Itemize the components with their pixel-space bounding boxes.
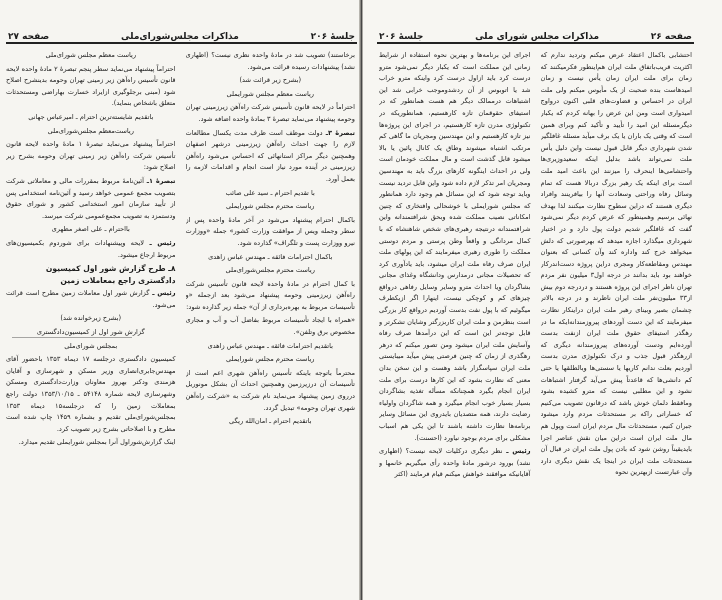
left-page-column-left xyxy=(6,50,176,590)
paragraph-text: باکمال احترامات فائقه ـ مهندس عباس زاهدی xyxy=(208,252,333,261)
centered-heading xyxy=(186,89,356,101)
centered-heading xyxy=(6,50,176,62)
paragraph-text: اینک گزارش‌شوراول آنرا بمجلس شورایملی تقدیم میدارد. xyxy=(18,438,176,447)
paragraph-text: بااحترام ـ علی اصغر مظهری xyxy=(51,225,130,234)
header-rule xyxy=(377,42,694,44)
paragraph xyxy=(186,279,356,314)
speaker-label: رئیس ـ xyxy=(502,447,531,456)
left-page-column-right xyxy=(186,50,356,590)
paragraph xyxy=(186,102,356,125)
paragraph-text: محترماً باتوجه باینکه تأسیس راه‌آهن شهری اعم است از تأسیسات آن درزیرزمین وهمچنین احداث آن بشکل مونوریل درروی زمین پیشنهاد می‌نماید نام شرکت به «شرکت راه‌آهن شهری تهران وحومه» تبدیل گردد. xyxy=(185,368,355,412)
page-number: صفحه ۲۶ xyxy=(650,32,692,42)
paragraph-text: (بشرح زیر قرائت شد) xyxy=(239,76,302,85)
signature-line xyxy=(6,112,176,124)
paragraph-text: نظر دیگری درکلیات لایحه نیست؟ (اظهاری نشد) بورود درشور مادهٔ واحده رأی میگیریم خانمها و آقایانیکه موافقند خواهش میکنم قیام فرمایند (اکثر xyxy=(379,447,531,479)
paragraph-text: بمجلس شورای‌ملی xyxy=(64,341,118,350)
right-page-header xyxy=(379,26,692,42)
right-page-column-left xyxy=(379,50,531,590)
speaker-label: رئیس ـ xyxy=(149,289,176,298)
signature-line xyxy=(186,416,356,428)
paragraph-text: گزارش شور اول از کمیسیون‌دادگستری xyxy=(36,328,145,337)
signature-line xyxy=(186,341,356,353)
session-label: جلسهٔ ۲۰۶ xyxy=(310,32,355,42)
paragraph-text: برخاستند) تصویب شد در مادهٔ واحده نظری نیست؟ (اظهاری نشد) پیشنهادات رسیده قرائت می‌شود. xyxy=(185,51,355,71)
paragraph-text: احتشابی باکمال اعتقاد عرض میکنم وتردید ندارم که اکثریت قریب‌باتفاق ملت ایران هم‌اینطور فکرمیکنند که زمان برای ملت ایران زمان یأس نیست و زمان امیدهاست بنده صحبت از یک مأیوس میکنم ولی ملت ایران در احساس و قضاوت‌های قلبی اکنون درواوج امیدواری است ومن این عرض را بهانه کردم که یکبار دیگرمسئله این امید را تأیید و تأکید کنم وبرای همین است که وقتی یک باران یا یک برف میآید مسئله غافلگیر شدن شهرداری دیگر قابل قبول نیست واین دلیل یأس ملت نمی‌تواند باشد بدلیل اینکه سعیدوزیری‌ها واحتشامی‌ها اینحرف را میزنند این باعث امید ملت است برای اینکه یک رهبر بزرگ دربالا هست که تمام وسائل رفاه وراحتی وسعادت آنها را بیافرینند وافراد دیگری هستند که دراین سطوح نظارت میکنند لذا بهدف نهائی برسیم وهمینطور که عرض کردم دیگر نمی‌شود گفت که غافلگیر شدیم دولت پول دارد و در اختیار شهرداری میگذارد اجازه میدهد که بهرصورتی که دلش میخواهد خرج کند واداره کند وآن کسانی که بعنوان مهندس ومقاطعه‌کار ومجری دراین پروژه دست‌اندرکار خواهند بود باید بدانند در درجه اول۳ میلیون نفر مردم تهران ناظر اجرای این پروژه هستند و دردرجه دوم بیش از۳۳ میلیون‌نفر ملت ایران ناظرند و در درجه بالاتر چشمان بصیر وبینای رهبر ملت ایران دراینکار نظارت میفرمایند که این دست آوردهای پیروزمندانه‌ایکه ما در رهگذر استیفای حقوق ملت ایران ازنفت بدست آورده‌ایم ودست آورده‌های پیروزمندانه دیگری که ازرهگذر قبول جذب و درک تکنولوژی مدرن بدست آوردیم بعلت ندانم کاریها یا سستی‌ها وبالطلقها یا حتی کم دانشی‌ها که قاعدتاً پیش می‌آید گرفتار اشتباهات نشود و این مطلبی نیست که مترو کشیده بشود ومافقط دلمان خوش باشد که درقانون تصویب می‌کنیم که خساراتی راکه بر مستحدثات مردم وارد میشود جبران کنیم، مستحدثات مال مردم ایران است وپول هم مال ملت ایران است دراین میان نقش عناصر اجرا بایدیقیناً روشن شود که بادن پول ملت ایران در قبال آن مستحدثات ملت ایران در اینجا یک نقش دیگری دارد وآن عبارتست ازبهترین نحوه xyxy=(540,51,692,477)
paragraph-text: ریاست محترم مجلس‌شورای‌ملی xyxy=(225,266,315,275)
paragraph-text: باتقدیم احترام ـ امان‌الله ریگی xyxy=(229,417,312,426)
paragraph-text: گزارش شور اول معاملات زمین مطرح است قرائت می‌شود. xyxy=(6,289,176,309)
paragraph xyxy=(6,288,176,311)
paragraph-text: ریاست‌معظم مجلس‌شورای‌ملی xyxy=(47,126,134,135)
paragraph-text: ریاست معظم مجلس شورای‌ملی xyxy=(45,51,137,59)
paragraph-text: ریاست محترم مجلس شورایملی xyxy=(226,202,315,211)
paragraph xyxy=(6,437,176,449)
paragraph-text: ریاست معظم مجلس شورایملی xyxy=(226,89,314,98)
left-page-header xyxy=(8,26,355,42)
paragraph xyxy=(186,128,356,186)
section-title xyxy=(6,263,176,286)
paragraph-text: کمیسیون دادگستری درجلسه ۱۷ دیماه ۱۳۵۳ باحضور آقای مهندس‌جابری‌انصاری وزیر مسکن و شهرسازی و آقایان هزمندی ودکتر بهروز معاونان وزارت‌دادگستری ومسکن وشهرسازی لایحه شماره ۵۴۱۴۸ ـ ۱۳۵۳/۱۰/۱۵ دولت راجع بمعاملات زمین را که درجلسه۱۵ دیماه ۱۳۵۳ بمجلس‌شورای‌ملی تقدیم و بشماره ۱۴۵۹ چاپ شده است مطرح و با اصلاحاتی بشرح زیر تصویب کرد. xyxy=(6,355,176,433)
centered-heading xyxy=(186,75,356,87)
centered-heading xyxy=(6,313,176,325)
scan-underline-mark xyxy=(12,337,132,338)
paragraph xyxy=(379,446,531,481)
centered-heading xyxy=(6,126,176,138)
paragraph-text: احتراماً پیشنهاد می‌نماید سطر پنجم تبصرهٔ ۲ مادهٔ واحده لایحه قانون تأسیس راه‌آهن زیر زمینی تهران وحومه بدینشرح اصلاح شود (مبنی برجلوگیری ازایراد خسارت بهاراضی ومستحدثات متعلق باشخاص بنماید). xyxy=(6,64,176,108)
running-title: مذاکرات مجلس‌شورای‌ملی xyxy=(121,32,239,42)
session-label: جلسهٔ ۲۰۶ xyxy=(379,32,424,42)
right-page-column-right xyxy=(541,50,693,590)
paragraph xyxy=(186,215,356,250)
paragraph-text: باکمال احترام پیشنهاد می‌شود در آخر مادهٔ واحده پس از سطر وجمله ویس از موافقت وزارت کشور» جمله «ووزارت نیرو ووزارت پست و تلگراف» گذارده شود. xyxy=(185,215,355,247)
right-page xyxy=(361,0,722,600)
paragraph-text: دولت موظف است ظرف مدت یکسال مطالعات لازم را جهت احداث راه‌آهن زیرزمینی درشهر اصفهان وهمچنین دیگر مراکز استانهائی که احساس می‌شود راه‌آهن زیرزمینی در آینده مورد نیاز است انجام و اقدامات لازمه را بعمل آورد. xyxy=(185,128,355,183)
paragraph xyxy=(186,50,356,73)
paragraph xyxy=(6,139,176,174)
paragraph xyxy=(186,368,356,414)
paragraph xyxy=(6,64,176,110)
speaker-label: تبصرهٔ ۱ـ xyxy=(143,176,176,185)
book-gutter xyxy=(359,0,363,600)
paragraph xyxy=(186,315,356,338)
paragraph xyxy=(6,238,176,261)
speaker-label: تبصرهٔ ۳ـ xyxy=(322,128,355,137)
paragraph-text: با تقدیم احترام ـ سید علی صائب xyxy=(225,188,315,197)
paragraph-text: احتراماً پیشنهاد می‌نماید تبصرهٔ ۱ مادهٔ واحده لایحه قانون تأسیس شرکت راه‌آهن زیر زمینی تهران وحومه بشرح زیر اصلاح شود: xyxy=(6,140,176,172)
signature-line xyxy=(6,224,176,236)
paragraph xyxy=(6,176,176,222)
paragraph-text: لایحه وپیشنهادات برای شوردوم بکمیسیون‌های مربوط ارجاع میشود. xyxy=(6,238,176,259)
centered-heading xyxy=(6,341,176,353)
header-rule xyxy=(6,42,357,44)
centered-heading xyxy=(186,354,356,366)
paragraph-text: «همراه با ایجاد تأسیسات مربوط بفاضل آب و آب و مجاری مخصوص برق وتلفن». xyxy=(185,316,355,337)
paragraph-text: آئین‌نامهٔ مربوط بمقررات مالی و معاملاتی شرکت بتصویب مجمع عمومی خواهد رسید و آئین‌نامه استخدامی پس از تأیید سازمان امور استخدامی کشور و شورای حقوق ودستمزد به تصویب مجمع‌عمومی شرکت میرسد. xyxy=(6,176,176,220)
signature-line xyxy=(186,252,356,264)
paragraph-text: ۸ـ طرح گزارش شور اول کمیسیون دادگستری راجع بمعاملات زمین xyxy=(45,264,176,285)
paragraph-text: باتقدیم احترامات فائقه ـ مهندس عباس زاهدی xyxy=(207,341,333,350)
speaker-label: رئیس ـ xyxy=(144,238,176,247)
paragraph-text: احتراماً در لایحه قانون تأسیس شرکت راه‌آهن زیرزمینی تهران وحومه پیشنهاد می‌نماید تبصرهٔ ۳ بمادهٔ واحده اضافه شود. xyxy=(185,103,355,123)
paragraph xyxy=(379,50,531,444)
centered-heading xyxy=(186,265,356,277)
centered-heading xyxy=(186,201,356,213)
running-title: مذاکرات مجلس شورای ملی xyxy=(475,32,600,42)
paragraph-text: ریاست محترم مجلس شورایملی xyxy=(226,355,315,364)
signature-line xyxy=(186,188,356,200)
paragraph-text: باتقدیم شایسته‌ترین احترام ـ امیرعباس جهانی xyxy=(28,112,154,121)
right-page-columns xyxy=(379,50,692,590)
page-number: صفحه ۲۷ xyxy=(8,32,50,42)
paragraph-text: (بشرح زیرخوانده شد) xyxy=(60,314,122,323)
paragraph-text: اجرای این برنامه‌ها و بهترین نحوه استفاده از شرایط زمانی این مملکت است که یکبار دیگر نمی‌شود مترو درست کرد باید ازاول درست کرد واینکه مترو خراب شد یا اتوبوس از آن ردشدوموجب خرابی شد این اشتباهات درممالک دیگر هم هست همانطور که در استیفای حقوقمان تازه کارهستیم، همانطوریکه در تکنولوژی مدرن تازه کارهستیم، در اجرای این پروژه‌ها نیز تازه کارهستیم و این مهندسین ومجریان ما گاهی کم مرتکب اشتباه میشوند وطاق یک کانال پائین یا بالا میشود قابل گذشت است و مال مملکت خودمان است ولی در احداث اینگونه کارهای بزرگ باید به مهندسین ومجریان امر تذکر لازم داده شود واین قابل تردید نیست وباید توجه شود که این مسائل هم وجود دارد همانطور که مجلس شورایملی با خوشحالی وافتخاری که چنین امکاناتی نصیب مملکت شده وبحق شرافتمندانه واین شرافتمندانه درنتیجه رهبری‌های شخص شاهنشاه که با کمال مردانگی و واقعاً وطن پرستی و مردم دوستی مملکت را طوری رهبری میفرمایند که این پولهای ملت ایران صرف رفاه ملت ایران میشود، باید یادآوری کرد که تحصیلات مجانی درمدارس ودانشگاه وغذای مجانی بشاگردان ویا احداث مترو وسایر وسایل رفاهی درواقع چیزهای کم و کوچکی نیست، اینهارا اگر ازیکطرف میگوئیم که با پول نفت بدست آوردیم درواقع کار بزرگی است بنظرمن و ملت ایران کاربزرگتر وشایان تشکرتر و قابل توجه‌تر این است که این درآمدها صرف رفاه وآسایش ملت ایران میشود ومن تصور میکنم که درهر رهگذری از زمان که چنین فرصتی پیش میآید میبایستی ملت ایران سپاسگزار باشد وهست و این سخن بدان معنی که نظارت بشود که این کارها درست برای ملت ایران انجام بگیرد همچنانکه مسأله تغذیه بشاگردان بسیار بسیار خوب انجام میگیرد و همه شاگردان واولیاء رضایت دارند، همه متصدیان بایدروی این مسائل وسایر برنامه‌ها نظارت داشته باشند تا این یکی هم اسباب مشکلی برای مردم بوجود نیاورد (احسنت). xyxy=(379,51,531,442)
paragraph xyxy=(541,50,693,479)
paragraph xyxy=(6,354,176,435)
left-page-columns xyxy=(6,50,355,590)
paragraph-text: با کمال احترام در مادهٔ واحده لایحه قانون تأسیس شرکت راه‌آهن زیرزمینی وحومه پیشنهاد می‌شود بعد ازجمله «و تأسیسات مربوط به بهره‌برداری از آن» جمله زیر گذارده شود: xyxy=(185,279,355,311)
